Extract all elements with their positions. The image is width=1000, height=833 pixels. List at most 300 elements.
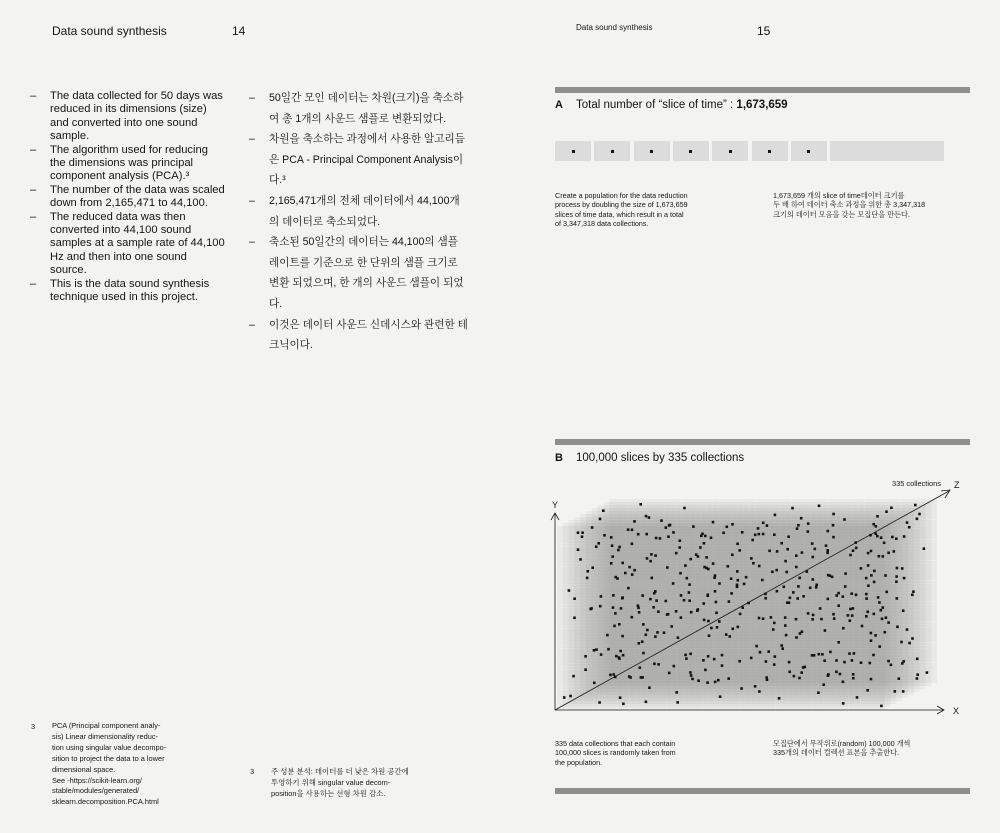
sample-dot [856,696,859,699]
korean-item [249,191,469,232]
sample-dot [885,591,888,594]
slice-tile [792,663,828,683]
sample-dot [727,677,730,680]
sample-dot [704,669,707,672]
sample-dot [714,574,717,577]
sample-dot [738,549,741,552]
sample-dot [815,586,818,589]
slice-tile [792,643,828,663]
sample-dot [860,661,863,664]
sample-dot [719,695,722,698]
sample-dot [890,507,893,510]
text-line: 모집단에서 무작위로(random) 100,000 개씩 [773,739,911,748]
sample-dot [786,548,789,551]
slice-tile [682,499,718,519]
sample-dot [710,537,713,540]
slice-tile [646,540,682,560]
sample-dot [700,535,703,538]
sample-dot [885,616,888,619]
sample-dot [728,600,731,603]
sample-dot [785,571,788,574]
sample-dot [773,622,776,625]
sample-dot [878,555,881,558]
sample-dot [796,527,799,530]
slice-tile [755,520,791,540]
sample-dot [645,634,648,637]
sample-dot [791,507,794,510]
sample-dot [842,595,845,598]
sample-dot [569,695,572,698]
sample-dot [715,612,718,615]
sample-dot [628,566,631,569]
sample-dot [731,554,734,557]
sample-dot [771,571,774,574]
sample-dot [633,520,636,523]
slice-tile [755,581,791,601]
sample-dot [891,536,894,539]
sample-dot [818,653,821,656]
sample-dot [883,542,886,545]
sample-dot [600,653,603,656]
slice-tile [901,643,937,663]
sample-dot [896,567,899,570]
sample-dot [759,651,762,654]
sample-dot [751,539,754,542]
sample-dot [683,507,686,510]
sample-dot [726,526,729,529]
slice-tile [901,581,937,601]
sample-dot [612,606,615,609]
sample-dot [882,555,885,558]
section-b-caption-ko [773,739,943,758]
slice-tile [828,643,864,663]
slice-tile [646,643,682,663]
sample-dot [827,598,830,601]
sample-dot [874,532,877,535]
sample-dot [702,659,705,662]
sample-dot [844,572,847,575]
sample-dot [765,660,768,663]
sample-dot [653,663,656,666]
section-a-title-text: Total number of “slice of time” : [576,99,737,111]
sample-dot [776,590,779,593]
sample-dot [629,676,632,679]
sample-dot [638,642,641,645]
sample-dot [714,681,717,684]
slice-tile [682,622,718,642]
sample-dot [798,577,801,580]
slice-tile [865,499,901,519]
sample-dot [704,535,707,538]
korean-item-text: 이것은 데이터 사운드 신데시스와 관련한 테크닉이다. [269,318,468,352]
list-dash: – [30,183,37,196]
sample-dot [837,592,840,595]
sample-dot [837,641,840,644]
sample-dot [770,616,773,619]
text-line: sis) Linear dimensionality reduc- [52,731,158,741]
sample-dot [885,510,888,513]
sample-dot [784,624,787,627]
sample-dot [631,616,634,619]
sample-dot [795,636,798,639]
sample-dot [882,606,885,609]
sample-dot [718,620,721,623]
sample-dot [712,562,715,565]
text-line: the population. [555,757,603,767]
slice-tile [646,663,682,683]
sample-dot [865,593,868,596]
sample-dot [758,617,761,620]
sample-dot [721,664,724,667]
sample-dot [878,645,881,648]
sample-dot [645,701,648,704]
sample-dot [870,632,873,635]
sample-dot [730,592,733,595]
sample-dot [620,607,623,610]
sample-dot [843,518,846,521]
sample-dot [595,648,598,651]
sample-dot [813,654,816,657]
slice-cell [752,141,788,161]
slice-tile [719,602,755,622]
slice-tile [646,499,682,519]
sample-dot [758,533,761,536]
sample-dot [876,535,879,538]
z-axis-label: Z [954,480,960,490]
slice-tile [719,622,755,642]
sample-dot [716,626,719,629]
sample-dot [818,505,821,508]
sample-dot [819,607,822,610]
sample-dot [807,522,810,525]
section-a-letter: A [555,99,563,111]
sample-dot [750,557,753,560]
sample-dot [679,572,682,575]
sample-dot [717,679,720,682]
sample-dot [829,651,832,654]
list-dash: – [249,236,255,249]
sample-dot [839,673,842,676]
sample-dot [855,594,858,597]
sample-dot [867,552,870,555]
sample-dot [877,596,880,599]
sample-dot [780,542,783,545]
korean-item [249,232,469,314]
section-a-rule [555,87,970,93]
sample-dot [641,594,644,597]
english-item-text: The data collected for 50 days was reduced in its dimensions (size) and converted into one sound sample. [50,90,223,143]
sample-dot [887,621,890,624]
sample-dot [872,654,875,657]
sample-dot [853,652,856,655]
sample-dot [826,549,829,552]
sample-dot [610,536,613,539]
slice-tile [755,540,791,560]
footnote-en-text [52,721,192,808]
sample-dot [667,535,670,538]
sample-dot [873,570,876,573]
slice-cell [634,141,670,161]
text-line: 주 성분 분석: 데이터를 더 낮은 차원 공간에 [271,767,409,776]
sample-dot [792,591,795,594]
sample-dot [844,585,847,588]
sample-dot [584,655,587,658]
slice-tile [682,540,718,560]
sample-dot [902,660,905,663]
slice-tiles [557,499,937,710]
sample-dot [741,531,744,534]
sample-dot [872,523,875,526]
sample-dot [599,518,602,521]
sample-dot [678,546,681,549]
sample-dot [785,634,788,637]
sample-dot [865,597,868,600]
sample-dot [679,539,682,542]
sample-dot [772,628,775,631]
sample-dot [641,640,644,643]
sample-dot [797,585,800,588]
text-line: 1,673,659 개의 slice of time데이터 크기를 [773,191,905,200]
sample-dot [595,545,598,548]
sample-dot [795,566,798,569]
sample-dot [832,524,835,527]
sample-dot [861,625,864,628]
sample-dot [736,570,739,573]
sample-dot [870,639,873,642]
sample-dot [690,611,693,614]
sample-dot [648,686,651,689]
sample-dot [631,573,634,576]
sample-dot [593,649,596,652]
sample-dot [916,673,919,676]
slice-dot [807,150,810,153]
sample-dot [591,526,594,529]
korean-item-text: 2,165,471개의 전체 데이터에서 44,100개의 데이터로 축소되었다. [269,194,460,228]
text-line: dimensional space. [52,764,116,774]
slice-dot [572,150,575,153]
section-b-caption-en [555,739,725,767]
sample-dot [804,666,807,669]
sample-dot [768,550,771,553]
left-running-title: Data sound synthesis [52,24,167,38]
sample-dot [870,574,873,577]
sample-dot [780,644,783,647]
sample-dot [668,524,671,527]
slice-dot [729,150,732,153]
text-line: PCA (Principal component analy- [52,721,161,730]
slice-tile [792,561,828,581]
footnote-en-number: 3 [31,722,36,731]
sample-dot [852,607,855,610]
sample-dot [865,577,868,580]
slice-tile [682,581,718,601]
sample-dot [866,611,869,614]
text-line: 335개의 데이터 컬렉션 표본을 추출한다. [773,748,900,758]
sample-dot [667,613,670,616]
sample-dot [686,577,689,580]
slice-tile [828,663,864,683]
sample-dot [762,617,765,620]
slice-tile [609,499,645,519]
sample-dot [850,592,853,595]
sample-dot [798,677,801,680]
sample-dot [824,629,827,632]
sample-dot [835,659,838,662]
english-item-text: The reduced data was then converted into 44,100 sound samples at a sample rate of 44,100 Hz and then into one sound source. [50,210,225,277]
text-line: process by doubling the size of 1,673,659 [555,200,688,210]
sample-dot [893,550,896,553]
sample-dot [675,691,678,694]
sample-dot [703,619,706,622]
sample-dot [673,665,676,668]
sample-dot [593,682,596,685]
slice-tile [609,663,645,683]
sample-dot [739,613,742,616]
slice-tile [719,643,755,663]
sample-dot [773,663,776,666]
sample-dot [898,677,901,680]
sample-dot [737,579,740,582]
sample-dot [807,612,810,615]
sample-dot [705,567,708,570]
sample-dot [855,547,858,550]
korean-item [249,315,469,356]
sample-dot [715,601,718,604]
slice-tile [901,602,937,622]
sample-dot [676,701,679,704]
sample-dot [881,618,884,621]
sample-dot [848,652,851,655]
sample-dot [589,608,592,611]
sample-dot [612,673,615,676]
section-b-letter: B [555,452,563,464]
sample-dot [657,663,660,666]
sample-dot [873,613,876,616]
sample-dot [809,587,812,590]
bottom-rule [555,788,970,794]
sample-dot [825,544,828,547]
y-axis-label: Y [552,500,559,510]
sample-dot [835,594,838,597]
sample-dot [684,654,687,657]
sample-dot [627,587,630,590]
sample-dot [639,666,642,669]
sample-dot [713,658,716,661]
sample-dot [599,605,602,608]
sample-dot [832,513,835,516]
sample-dot [911,637,914,640]
sample-dot [646,557,649,560]
sample-dot [611,555,614,558]
sample-dot [707,655,710,658]
sample-dot [650,553,653,556]
sample-dot [811,542,814,545]
sample-dot [894,690,897,693]
sample-dot [797,524,800,527]
sample-dot [729,635,732,638]
sample-dot [663,631,666,634]
sample-dot [654,554,657,557]
sample-dot [776,550,779,553]
sample-dot [621,596,624,599]
sample-dot [902,609,905,612]
sample-dot [773,533,776,536]
sample-dot [741,606,744,609]
text-line: tion using singular value decompo- [52,742,167,752]
sample-dot [706,681,709,684]
list-dash: – [30,277,37,290]
sample-dot [672,582,675,585]
sample-dot [815,584,818,587]
sample-dot [670,625,673,628]
sample-dot [880,536,883,539]
sample-dot [795,618,798,621]
sample-dot [908,642,911,645]
sample-dot [900,641,903,644]
sample-dot [619,696,622,699]
sample-dot [781,647,784,650]
footnote-ko-number: 3 [250,767,255,776]
sample-dot [821,653,824,656]
slice-dot [611,150,614,153]
slice-dot [689,150,692,153]
sample-dot [851,659,854,662]
sample-dot [832,536,835,539]
list-dash: – [249,133,255,146]
korean-item-text: 차원을 축소하는 과정에서 사용한 알고리듬은 PCA - Principal Component Analysis이다.³ [269,133,465,187]
sample-dot [869,662,872,665]
sample-dot [887,660,890,663]
sample-dot [699,546,702,549]
sample-dot [812,578,815,581]
sample-dot [789,597,792,600]
sample-dot [842,681,845,684]
sample-dot [690,674,693,677]
slice-tile [792,622,828,642]
sample-dot [586,577,589,580]
sample-dot [784,560,787,563]
slice-tile [828,622,864,642]
sample-dot [764,597,767,600]
slice-tile [901,663,937,683]
sample-dot [688,599,691,602]
collections-3d-diagram [545,470,970,725]
section-a-caption-ko [773,191,943,219]
sample-dot [837,604,840,607]
sample-dot [765,676,768,679]
sample-dot [847,614,850,617]
sample-dot [826,552,829,555]
sample-dot [852,677,855,680]
sample-dot [665,526,668,529]
slice-tile [755,663,791,683]
sample-dot [597,542,600,545]
sample-dot [796,597,799,600]
right-page-number: 15 [757,24,771,38]
sample-dot [696,609,699,612]
sample-dot [787,535,790,538]
sample-dot [817,691,820,694]
sample-dot [906,628,909,631]
sample-dot [914,504,917,507]
sample-dot [683,599,686,602]
text-line: sklearn.decomposition.PCA.html [52,797,159,807]
sample-dot [758,565,761,568]
english-item-text: The algorithm used for reducing the dimensions was principal component analysis (PCA).³ [50,143,208,183]
sample-dot [718,582,721,585]
sample-dot [811,618,814,621]
slice-cell [712,141,748,161]
